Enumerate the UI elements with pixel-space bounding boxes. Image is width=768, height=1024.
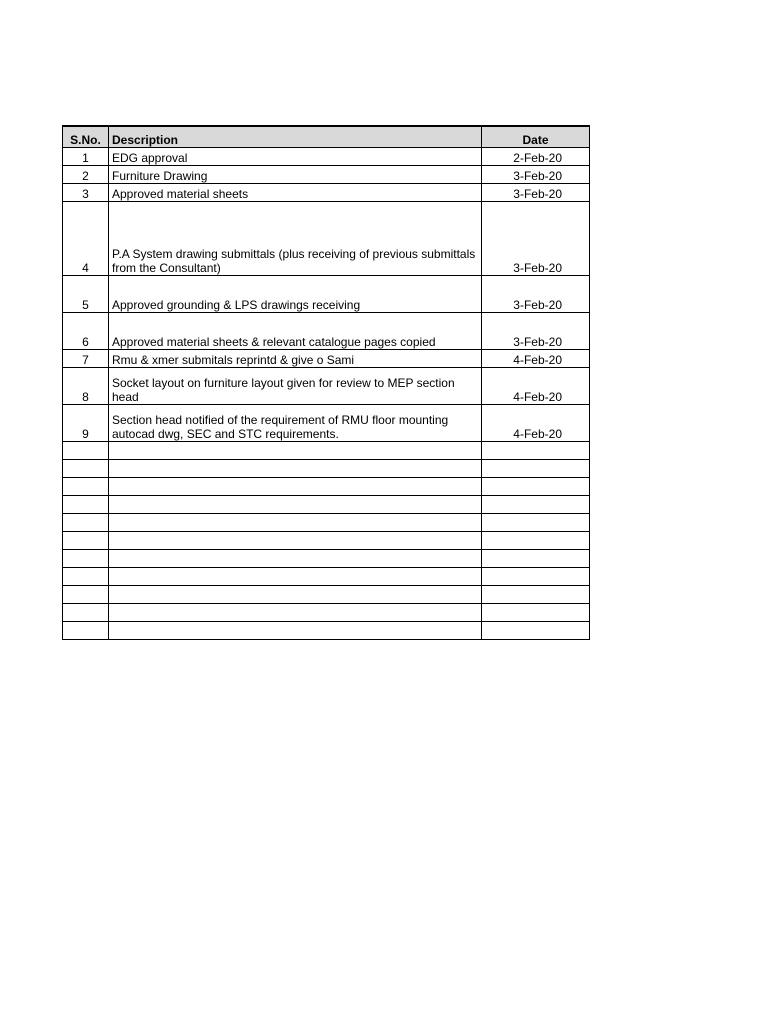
- empty-cell: [109, 532, 482, 550]
- empty-row: [63, 514, 590, 532]
- header-date: Date: [482, 126, 590, 148]
- empty-cell: [482, 586, 590, 604]
- log-sheet: [62, 125, 590, 640]
- row-sno: 1: [63, 148, 109, 166]
- empty-cell: [63, 514, 109, 532]
- row-date: 3-Feb-20: [482, 166, 590, 184]
- empty-cell: [482, 460, 590, 478]
- empty-cell: [63, 496, 109, 514]
- header-row: [63, 126, 590, 148]
- empty-cell: [63, 604, 109, 622]
- table-row: [63, 368, 590, 405]
- row-description: Approved material sheets & relevant catalogue pages copied: [109, 313, 482, 350]
- empty-row: [63, 460, 590, 478]
- empty-cell: [482, 478, 590, 496]
- empty-cell: [109, 442, 482, 460]
- empty-row: [63, 550, 590, 568]
- empty-row: [63, 622, 590, 640]
- empty-cell: [482, 568, 590, 586]
- row-description: Approved grounding & LPS drawings receiving: [109, 276, 482, 313]
- empty-cell: [109, 550, 482, 568]
- row-description: Rmu & xmer submitals reprintd & give o Sami: [109, 350, 482, 368]
- empty-cell: [482, 496, 590, 514]
- row-sno: 7: [63, 350, 109, 368]
- row-date: 4-Feb-20: [482, 405, 590, 442]
- row-description: Socket layout on furniture layout given for review to MEP section head: [109, 368, 482, 405]
- empty-cell: [109, 568, 482, 586]
- empty-cell: [63, 478, 109, 496]
- empty-cell: [109, 478, 482, 496]
- row-date: 3-Feb-20: [482, 202, 590, 276]
- row-sno: 3: [63, 184, 109, 202]
- empty-row: [63, 442, 590, 460]
- row-date: 4-Feb-20: [482, 368, 590, 405]
- empty-cell: [63, 550, 109, 568]
- table-row: [63, 166, 590, 184]
- empty-cell: [63, 622, 109, 640]
- empty-cell: [482, 622, 590, 640]
- empty-cell: [109, 514, 482, 532]
- submittal-log-table: [62, 125, 590, 640]
- table-row: [63, 350, 590, 368]
- table-row: [63, 202, 590, 276]
- row-date: 2-Feb-20: [482, 148, 590, 166]
- table-row: [63, 405, 590, 442]
- empty-cell: [63, 442, 109, 460]
- empty-row: [63, 478, 590, 496]
- header-sno: S.No.: [63, 126, 109, 148]
- table-row: [63, 184, 590, 202]
- empty-row: [63, 604, 590, 622]
- empty-cell: [482, 514, 590, 532]
- row-description: P.A System drawing submittals (plus receiving of previous submittals from the Consultant): [109, 202, 482, 276]
- empty-cell: [109, 460, 482, 478]
- empty-cell: [482, 604, 590, 622]
- row-description: Approved material sheets: [109, 184, 482, 202]
- empty-cell: [482, 550, 590, 568]
- empty-cell: [109, 604, 482, 622]
- table-row: [63, 276, 590, 313]
- row-description: EDG approval: [109, 148, 482, 166]
- empty-cell: [63, 568, 109, 586]
- empty-cell: [63, 532, 109, 550]
- row-sno: 9: [63, 405, 109, 442]
- empty-row: [63, 586, 590, 604]
- empty-cell: [482, 532, 590, 550]
- empty-row: [63, 496, 590, 514]
- row-description: Furniture Drawing: [109, 166, 482, 184]
- row-sno: 4: [63, 202, 109, 276]
- row-date: 4-Feb-20: [482, 350, 590, 368]
- row-date: 3-Feb-20: [482, 276, 590, 313]
- row-sno: 6: [63, 313, 109, 350]
- empty-cell: [109, 586, 482, 604]
- table-row: [63, 148, 590, 166]
- table-row: [63, 313, 590, 350]
- row-sno: 8: [63, 368, 109, 405]
- row-description: Section head notified of the requirement of RMU floor mounting autocad dwg, SEC and STC requirements.: [109, 405, 482, 442]
- empty-cell: [63, 586, 109, 604]
- empty-cell: [109, 622, 482, 640]
- row-sno: 5: [63, 276, 109, 313]
- empty-row: [63, 568, 590, 586]
- row-sno: 2: [63, 166, 109, 184]
- empty-row: [63, 532, 590, 550]
- row-date: 3-Feb-20: [482, 184, 590, 202]
- empty-cell: [482, 442, 590, 460]
- header-description: Description: [109, 126, 482, 148]
- empty-cell: [109, 496, 482, 514]
- empty-cell: [63, 460, 109, 478]
- row-date: 3-Feb-20: [482, 313, 590, 350]
